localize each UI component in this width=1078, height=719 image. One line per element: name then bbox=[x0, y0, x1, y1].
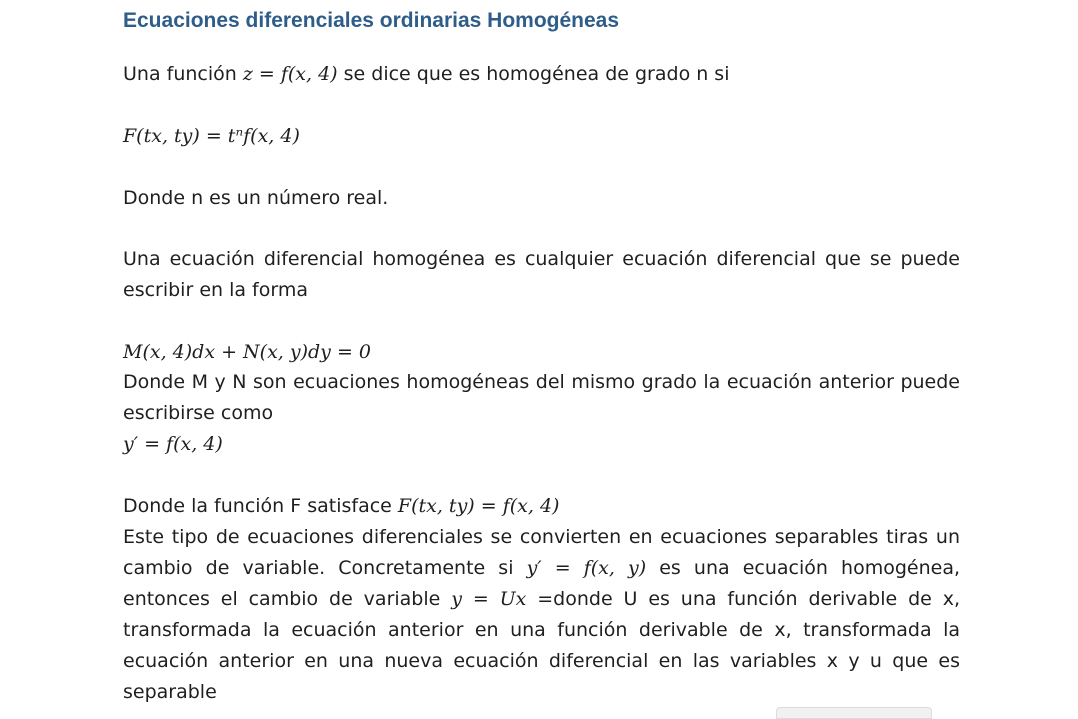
bottom-tab-edge bbox=[776, 707, 932, 719]
change-of-variable-paragraph bbox=[123, 522, 960, 708]
definition-text-start: Una función bbox=[123, 63, 243, 85]
derivative-equation: y′ = f(x, 4) bbox=[123, 433, 223, 455]
substitution-formula: y = Ux bbox=[451, 588, 527, 610]
function-formula: z = f(x, 4) bbox=[242, 63, 338, 85]
definition-text-end: se dice que es homogénea de grado n si bbox=[337, 63, 730, 85]
page-title: Ecuaciones diferenciales ordinarias Homogéneas bbox=[123, 9, 620, 32]
satisfies-text: Donde la función F satisface bbox=[123, 495, 398, 517]
homogeneous-ode-definition: Una ecuación diferencial homogénea es cualquier ecuación diferencial que se puede escribir en la forma bbox=[123, 248, 960, 301]
satisfies-paragraph bbox=[123, 491, 559, 522]
change-text-3: =donde U es una función derivable de x, transformada la ecuación anterior en una función derivable de x, transformada la ecuación anterior en una nueva ecuación diferencial en las variables x y u que es separable bbox=[123, 588, 960, 703]
satisfies-formula: F(tx, ty) = f(x, 4) bbox=[397, 495, 560, 517]
homogeneity-equation: F(tx, ty) = tⁿf(x, 4) bbox=[123, 125, 300, 147]
differential-form-equation: M(x, 4)dx + N(x, y)dy = 0 bbox=[123, 341, 372, 363]
change-text-2: es una ecuación homogénea, entonces el cambio de variable bbox=[123, 557, 961, 610]
change-text-1: Este tipo de ecuaciones diferenciales se convierten en ecuaciones separables tiras un cambio de variable. Concretamente si bbox=[123, 526, 960, 579]
homogeneous-equation-formula: y′ = f(x, y) bbox=[526, 557, 647, 579]
real-number-note: Donde n es un número real. bbox=[123, 187, 389, 209]
definition-paragraph bbox=[123, 59, 730, 90]
rewrite-paragraph: Donde M y N son ecuaciones homogéneas del mismo grado la ecuación anterior puede escribirse como bbox=[123, 371, 960, 424]
